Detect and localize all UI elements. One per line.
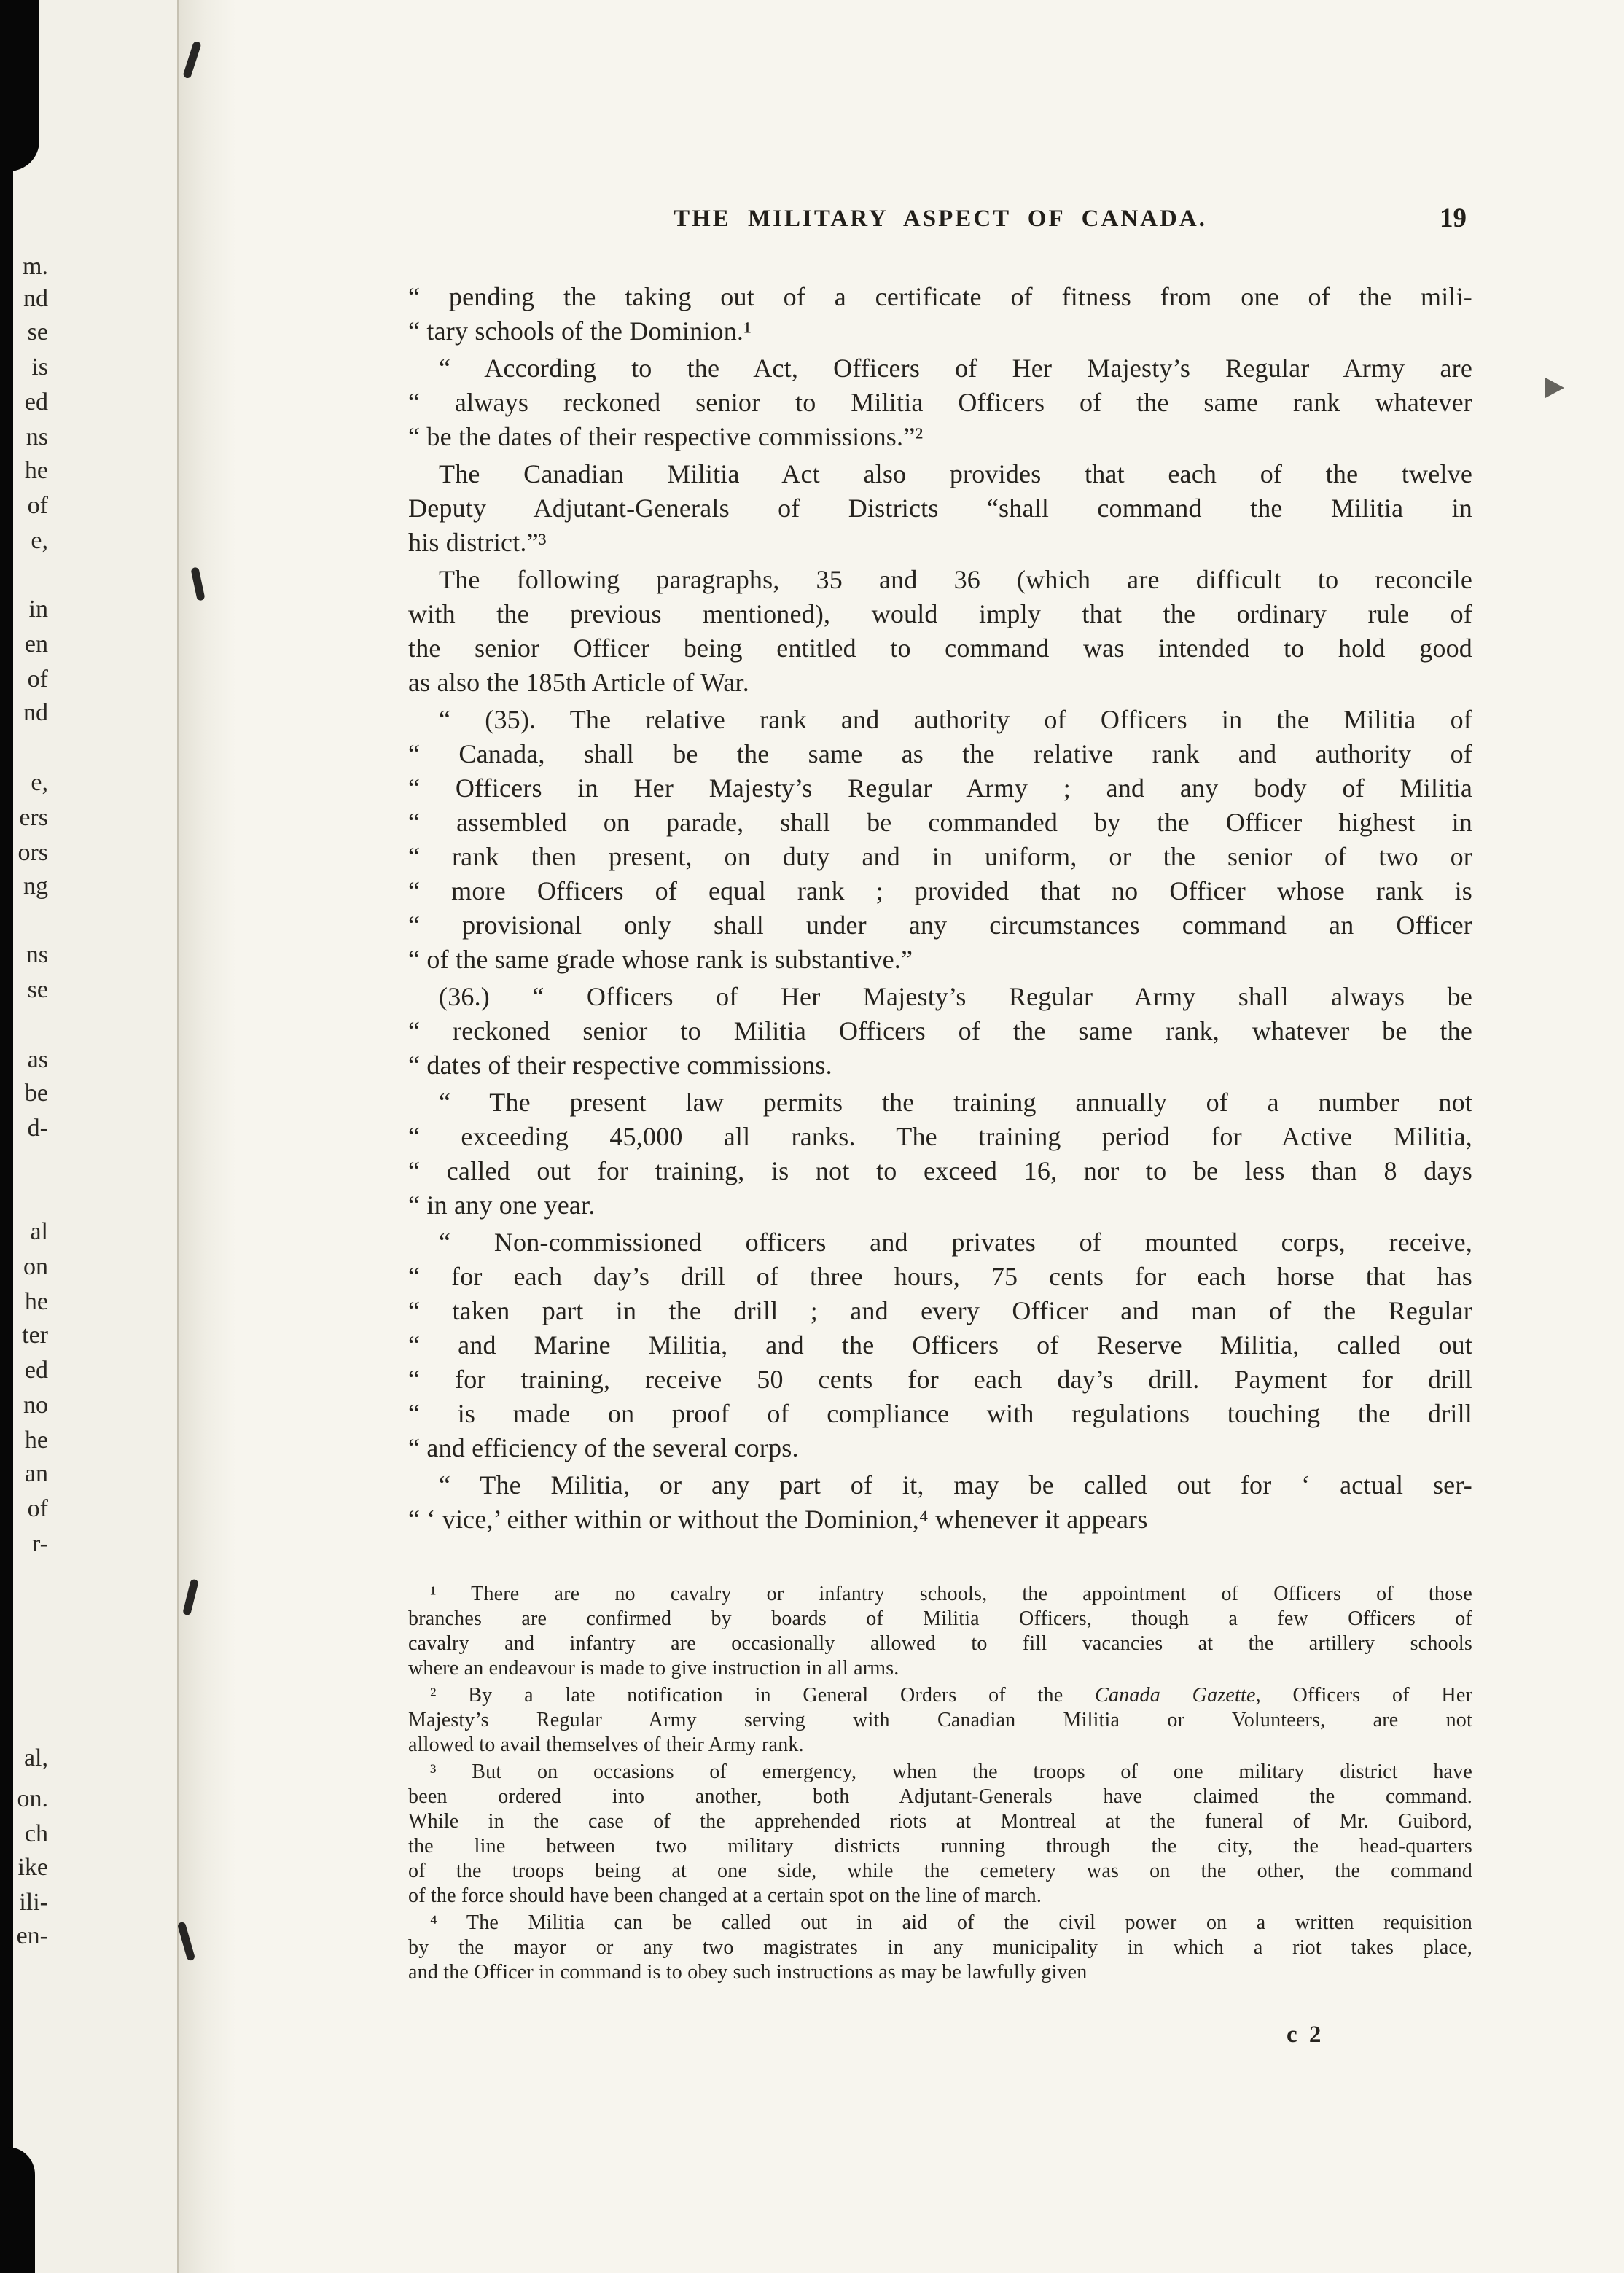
footnote-line: While in the case of the apprehended riots at Montreal at the funeral of Mr. Guibord, [408, 1810, 1472, 1833]
paragraph [408, 703, 1472, 977]
facing-page-fragment: se [27, 319, 48, 346]
footnote-line: of the troops being at one side, while the cemetery was on the other, the command [408, 1860, 1472, 1882]
footnote-line: ² By a late notification in General Orders of the Canada Gazette, Officers of Her [430, 1684, 1472, 1707]
footnote [408, 1683, 1472, 1758]
facing-page-fragment: r- [32, 1530, 48, 1557]
facing-page-fragment: no [23, 1392, 48, 1419]
facing-page-fragment: en- [16, 1922, 48, 1949]
footnote [408, 1582, 1472, 1681]
text-line: “ The Militia, or any part of it, may be called out for ‘ actual ser- [439, 1470, 1472, 1500]
text-line: “ pending the taking out of a certificate of fitness from one of the mili- [408, 282, 1472, 311]
text-line: “ (35). The relative rank and authority of Officers in the Militia of [439, 705, 1472, 734]
facing-page-fragment: d- [27, 1115, 48, 1142]
text-line: the senior Officer being entitled to command was intended to hold good [408, 633, 1472, 663]
text-line: “ and Marine Militia, and the Officers of Reserve Militia, called out [408, 1330, 1472, 1360]
paragraph [408, 351, 1472, 454]
text-line: (36.) “ Officers of Her Majesty’s Regular Army shall always be [439, 982, 1472, 1011]
facing-page-fragment: e, [31, 527, 48, 554]
text-line: “ in any one year. [408, 1190, 596, 1220]
text-line: “ for training, receive 50 cents for each day’s drill. Payment for drill [408, 1365, 1472, 1394]
facing-page-fragment: ed [24, 389, 48, 416]
page-content [408, 0, 1472, 2048]
paragraph [408, 1225, 1472, 1465]
text-line: his district.”³ [408, 528, 547, 557]
text-line: as also the 185th Article of War. [408, 668, 749, 697]
paragraph [408, 980, 1472, 1083]
facing-page-fragment: as [27, 1046, 48, 1073]
text-line: “ and efficiency of the several corps. [408, 1433, 799, 1462]
text-line: “ provisional only shall under any circumstances command an Officer [408, 911, 1472, 940]
facing-page-fragment: in [28, 596, 48, 623]
facing-page-fragment: se [27, 976, 48, 1003]
text-line: “ Canada, shall be the same as the relative rank and authority of [408, 739, 1472, 768]
ink-smudge [1545, 378, 1564, 398]
text-line: “ exceeding 45,000 all ranks. The training period for Active Militia, [408, 1122, 1472, 1151]
body-text [408, 280, 1472, 1537]
paragraph [408, 457, 1472, 560]
footnote-line: the line between two military districts running through the city, the head-quarters [408, 1835, 1472, 1857]
text-line: “ dates of their respective commissions. [408, 1050, 832, 1080]
signature-mark: c 2 [1287, 2021, 1324, 2048]
paragraph [408, 1468, 1472, 1537]
facing-page-fragment: nd [23, 285, 48, 312]
facing-page-fragment: an [24, 1460, 48, 1487]
text-line: with the previous mentioned), would imply that the ordinary rule of [408, 599, 1472, 628]
facing-page-fragment: he [24, 1427, 48, 1454]
text-line: “ Officers in Her Majesty’s Regular Army ; and any body of Militia [408, 773, 1472, 803]
scan-black-corner-top [0, 0, 39, 171]
facing-page-fragment: m. [23, 253, 48, 280]
facing-page-fragment: be [24, 1080, 48, 1107]
scan-black-corner-bottom [0, 2147, 35, 2273]
facing-page-fragment: he [24, 457, 48, 484]
text-line: “ always reckoned senior to Militia Officers of the same rank whatever [408, 388, 1472, 417]
text-line: “ called out for training, is not to exceed 16, nor to be less than 8 days [408, 1156, 1472, 1185]
paragraph [408, 1085, 1472, 1223]
facing-page-fragment: ch [24, 1820, 48, 1847]
running-header-row [408, 203, 1472, 239]
facing-page-fragment: ng [23, 873, 48, 900]
running-header: THE MILITARY ASPECT OF CANADA. [674, 206, 1207, 232]
page-number: 19 [1440, 203, 1467, 233]
text-line: “ rank then present, on duty and in uniform, or the senior of two or [408, 842, 1472, 871]
footnote-line: cavalry and infantry are occasionally allowed to fill vacancies at the artillery schools [408, 1632, 1472, 1655]
facing-page-fragment: ns [26, 941, 48, 968]
facing-page-fragment: ili- [19, 1889, 48, 1916]
scan-edge-black-strip [0, 0, 13, 2273]
text-line: “ tary schools of the Dominion.¹ [408, 316, 752, 346]
footnote-line: ³ But on occasions of emergency, when the troops of one military district have [430, 1761, 1472, 1783]
text-line: “ ‘ vice,’ either within or without the Dominion,⁴ whenever it appears [408, 1505, 1148, 1534]
footnote-line: where an endeavour is made to give instruction in all arms. [408, 1657, 899, 1680]
text-line: “ is made on proof of compliance with regulations touching the drill [408, 1399, 1472, 1428]
facing-page-fragment: is [31, 354, 48, 381]
text-line: “ taken part in the drill ; and every Officer and man of the Regular [408, 1296, 1472, 1325]
text-line: “ be the dates of their respective commissions.”² [408, 422, 924, 451]
footnote-line: and the Officer in command is to obey such instructions as may be lawfully given [408, 1961, 1088, 1984]
footnote-line: of the force should have been changed at a certain spot on the line of march. [408, 1884, 1042, 1907]
text-line: “ According to the Act, Officers of Her Majesty’s Regular Army are [439, 354, 1472, 383]
facing-page-fragment: of [27, 492, 48, 519]
facing-page-fragment: en [24, 631, 48, 658]
paragraph [408, 280, 1472, 348]
footnote-line: ⁴ The Militia can be called out in aid of the civil power on a written requisition [430, 1911, 1472, 1934]
facing-page-fragment: al, [23, 1744, 48, 1771]
facing-page-fragment: ers [19, 804, 48, 831]
text-line: “ The present law permits the training annually of a number not [439, 1088, 1472, 1117]
text-line: “ of the same grade whose rank is substantive.” [408, 945, 913, 974]
text-line: “ Non-commissioned officers and privates of mounted corps, receive, [439, 1228, 1472, 1257]
facing-page-fragment: of [27, 666, 48, 693]
text-line: “ assembled on parade, shall be commanded by the Officer highest in [408, 808, 1472, 837]
footnote-line: Majesty’s Regular Army serving with Canadian Militia or Volunteers, are not [408, 1709, 1472, 1731]
facing-page-fragment: ns [26, 424, 48, 451]
facing-page-fragment: ike [17, 1854, 48, 1881]
text-line: “ more Officers of equal rank ; provided that no Officer whose rank is [408, 876, 1472, 905]
facing-page-fragment: of [27, 1495, 48, 1522]
facing-page-fragment: al [30, 1218, 48, 1245]
footnote-line: allowed to avail themselves of their Army rank. [408, 1734, 804, 1756]
facing-page-fragment: ed [24, 1357, 48, 1384]
facing-page-fragment: on [23, 1253, 48, 1280]
footnote [408, 1911, 1472, 1985]
facing-page-fragment: ors [17, 839, 48, 866]
footnote-line: been ordered into another, both Adjutant-Generals have claimed the command. [408, 1785, 1472, 1808]
footnotes [408, 1582, 1472, 1985]
facing-page-fragment: e, [31, 769, 48, 796]
facing-page-fragment: ter [22, 1322, 48, 1349]
footnote-line: branches are confirmed by boards of Militia Officers, though a few Officers of [408, 1607, 1472, 1630]
footnote-line: ¹ There are no cavalry or infantry schools, the appointment of Officers of those [430, 1583, 1472, 1605]
text-line: Deputy Adjutant-Generals of Districts “shall command the Militia in [408, 494, 1472, 523]
footnote-line: by the mayor or any two magistrates in any municipality in which a riot takes place, [408, 1936, 1472, 1959]
footnote [408, 1760, 1472, 1909]
facing-page-fragment: nd [23, 699, 48, 726]
facing-page-fragment: he [24, 1288, 48, 1315]
text-line: The Canadian Militia Act also provides that each of the twelve [439, 459, 1472, 488]
facing-page-fragment: on. [17, 1785, 48, 1812]
text-line: “ reckoned senior to Militia Officers of the same rank, whatever be the [408, 1016, 1472, 1045]
text-line: “ for each day’s drill of three hours, 75 cents for each horse that has [408, 1262, 1472, 1291]
text-line: The following paragraphs, 35 and 36 (which are difficult to reconcile [439, 565, 1472, 594]
paragraph [408, 563, 1472, 700]
